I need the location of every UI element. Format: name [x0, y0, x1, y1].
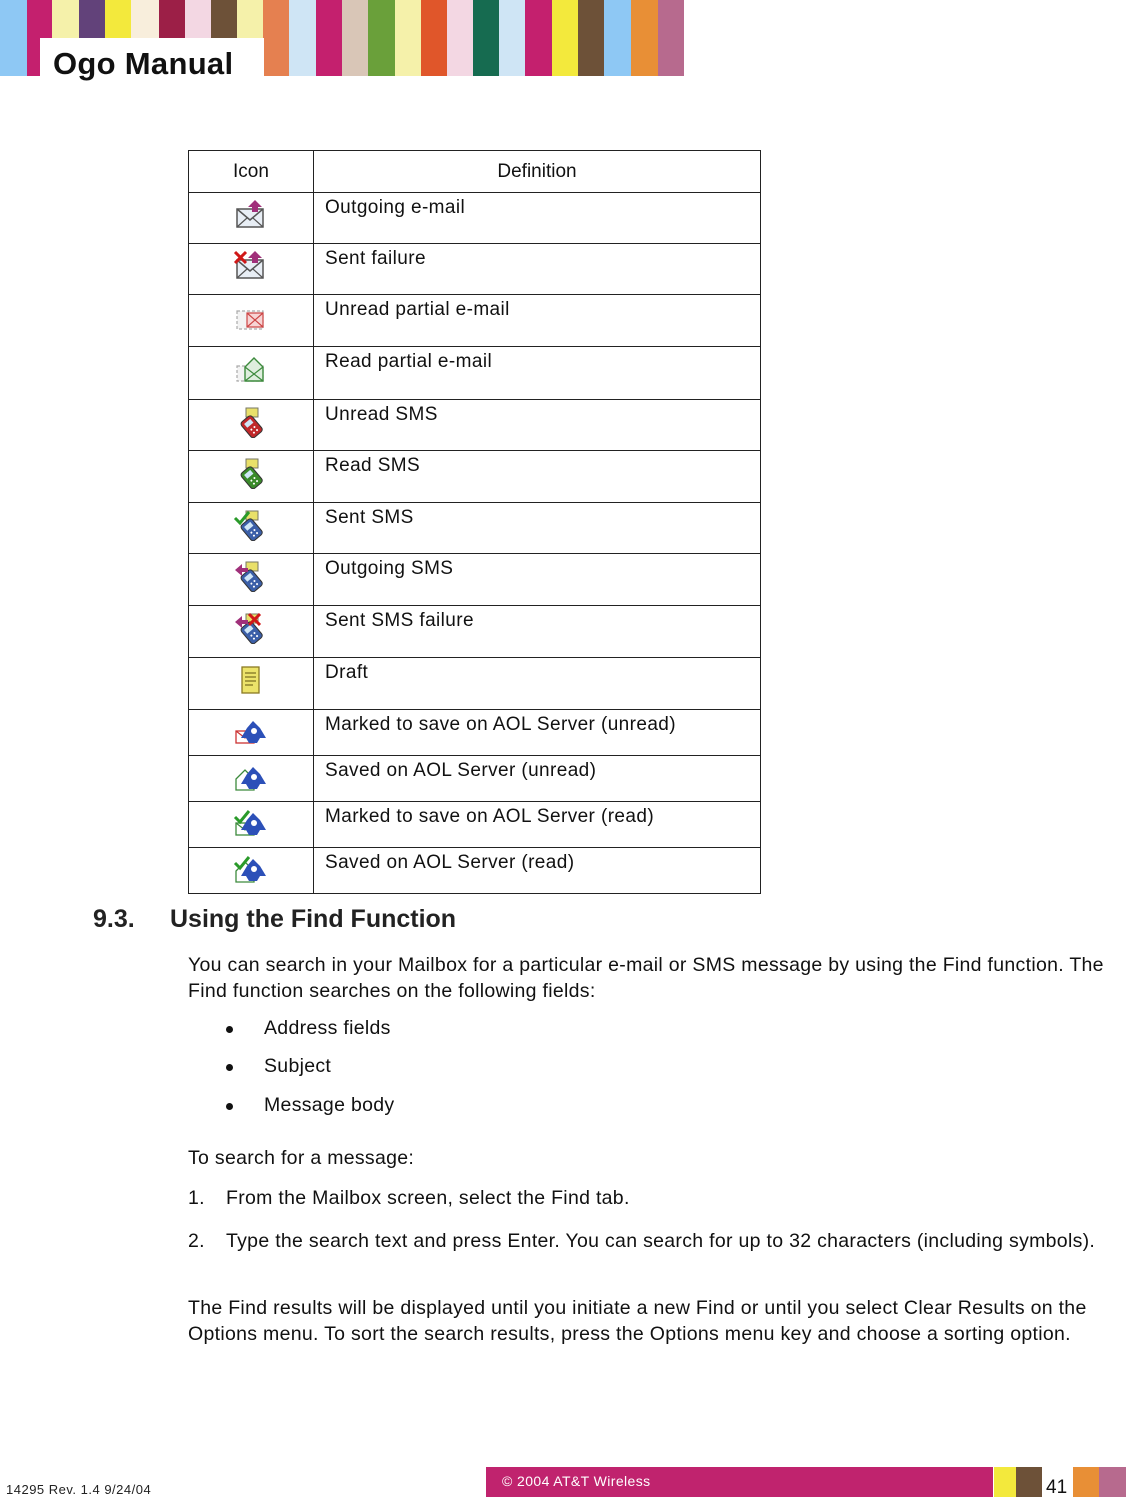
- page-title: Ogo Manual: [53, 46, 234, 81]
- table-row: [189, 295, 761, 347]
- header-stripe: [604, 0, 631, 76]
- header-stripe: [578, 0, 604, 76]
- table-row: [189, 756, 761, 802]
- table-row: [189, 848, 761, 894]
- header-stripe: [525, 0, 552, 76]
- step-number: 2.: [188, 1230, 205, 1252]
- icon-cell: [189, 193, 314, 244]
- definition-cell: Outgoing e-mail: [314, 193, 761, 244]
- icon-definition-table: [188, 150, 761, 894]
- header-stripe: [316, 0, 342, 76]
- header-stripe: [499, 0, 525, 76]
- table-row: [189, 606, 761, 658]
- outgoing-sms-icon: [233, 560, 269, 592]
- step-text: From the Mailbox screen, select the Find tab.: [226, 1187, 630, 1209]
- table-row: [189, 802, 761, 848]
- table-row: [189, 400, 761, 451]
- icon-cell: [189, 710, 314, 756]
- list-item-text: Message body: [264, 1094, 395, 1116]
- bullet-icon: [226, 1026, 233, 1033]
- table-row: [189, 710, 761, 756]
- bullet-icon: [226, 1064, 233, 1071]
- icon-cell: [189, 658, 314, 710]
- marked-save-read-icon: [233, 808, 269, 840]
- header-stripe: [447, 0, 473, 76]
- list-item-text: Address fields: [264, 1017, 391, 1039]
- header-stripe: [421, 0, 447, 76]
- section-heading: [93, 905, 456, 934]
- icon-cell: [189, 848, 314, 894]
- definition-cell: Unread SMS: [314, 400, 761, 451]
- icon-cell: [189, 451, 314, 503]
- definition-column-header: Definition: [314, 151, 761, 193]
- footer-block-yellow: [994, 1467, 1016, 1497]
- icon-cell: [189, 295, 314, 347]
- definition-cell: Saved on AOL Server (unread): [314, 756, 761, 802]
- draft-icon: [233, 664, 269, 696]
- footer-block-mauve: [1099, 1467, 1126, 1497]
- table-row: [189, 193, 761, 244]
- read-sms-icon: [233, 457, 269, 489]
- definition-cell: Read SMS: [314, 451, 761, 503]
- definition-cell: Marked to save on AOL Server (unread): [314, 710, 761, 756]
- sent-failure-icon: [233, 250, 269, 282]
- icon-cell: [189, 244, 314, 295]
- footer-copyright: © 2004 AT&T Wireless: [502, 1473, 651, 1489]
- header-stripe: [631, 0, 658, 76]
- definition-cell: Draft: [314, 658, 761, 710]
- header-stripe: [263, 0, 289, 76]
- read-partial-email-icon: [233, 353, 269, 385]
- icon-cell: [189, 802, 314, 848]
- definition-cell: Sent SMS: [314, 503, 761, 554]
- intro-paragraph: You can search in your Mailbox for a particular e-mail or SMS message by using the Find function. The Find function searches on the following fields:: [188, 954, 1104, 1002]
- saved-read-icon: [233, 854, 269, 886]
- definition-cell: Sent failure: [314, 244, 761, 295]
- unread-sms-icon: [233, 406, 269, 438]
- header-stripe: [0, 0, 27, 76]
- header-stripe: [658, 0, 684, 76]
- icon-cell: [189, 606, 314, 658]
- header-stripe: [473, 0, 499, 76]
- saved-unread-icon: [233, 762, 269, 794]
- unread-partial-email-icon: [233, 301, 269, 333]
- list-item-text: Subject: [264, 1055, 332, 1077]
- definition-cell: Read partial e-mail: [314, 347, 761, 400]
- section-title: Using the Find Function: [170, 905, 457, 933]
- header-stripe: [395, 0, 421, 76]
- icon-column-header: Icon: [189, 151, 314, 193]
- footer-block-orange: [1073, 1467, 1099, 1497]
- header-stripe: [552, 0, 578, 76]
- outgoing-email-icon: [233, 199, 269, 231]
- definition-cell: Sent SMS failure: [314, 606, 761, 658]
- definition-cell: Marked to save on AOL Server (read): [314, 802, 761, 848]
- sent-sms-icon: [233, 509, 269, 541]
- definition-cell: Saved on AOL Server (read): [314, 848, 761, 894]
- definition-cell: Outgoing SMS: [314, 554, 761, 606]
- table-header-row: [189, 151, 761, 193]
- sent-sms-failure-icon: [233, 612, 269, 644]
- step-number: 1.: [188, 1187, 205, 1209]
- table-row: [189, 554, 761, 606]
- closing-paragraph: The Find results will be displayed until you initiate a new Find or until you select Clear Results on the Options menu. To sort the search results, press the Options menu key and choose a sorting option.: [188, 1297, 1087, 1345]
- header-stripe: [342, 0, 368, 76]
- icon-cell: [189, 554, 314, 606]
- icon-cell: [189, 503, 314, 554]
- icon-cell: [189, 347, 314, 400]
- footer-block-brown: [1016, 1467, 1042, 1497]
- page-number: 41: [1046, 1477, 1068, 1498]
- bullet-icon: [226, 1103, 233, 1110]
- footer-revision: 14295 Rev. 1.4 9/24/04: [6, 1482, 152, 1497]
- steps-intro: To search for a message:: [188, 1147, 415, 1169]
- header-stripe: [289, 0, 316, 76]
- section-number: 9.3.: [93, 905, 135, 933]
- marked-save-unread-icon: [233, 716, 269, 748]
- table-row: [189, 244, 761, 295]
- table-row: [189, 451, 761, 503]
- header-stripe: [368, 0, 395, 76]
- step-text: Type the search text and press Enter. You can search for up to 32 characters (including symbols).: [226, 1230, 1096, 1252]
- table-row: [189, 347, 761, 400]
- definition-cell: Unread partial e-mail: [314, 295, 761, 347]
- table-row: [189, 503, 761, 554]
- table-row: [189, 658, 761, 710]
- icon-cell: [189, 400, 314, 451]
- icon-cell: [189, 756, 314, 802]
